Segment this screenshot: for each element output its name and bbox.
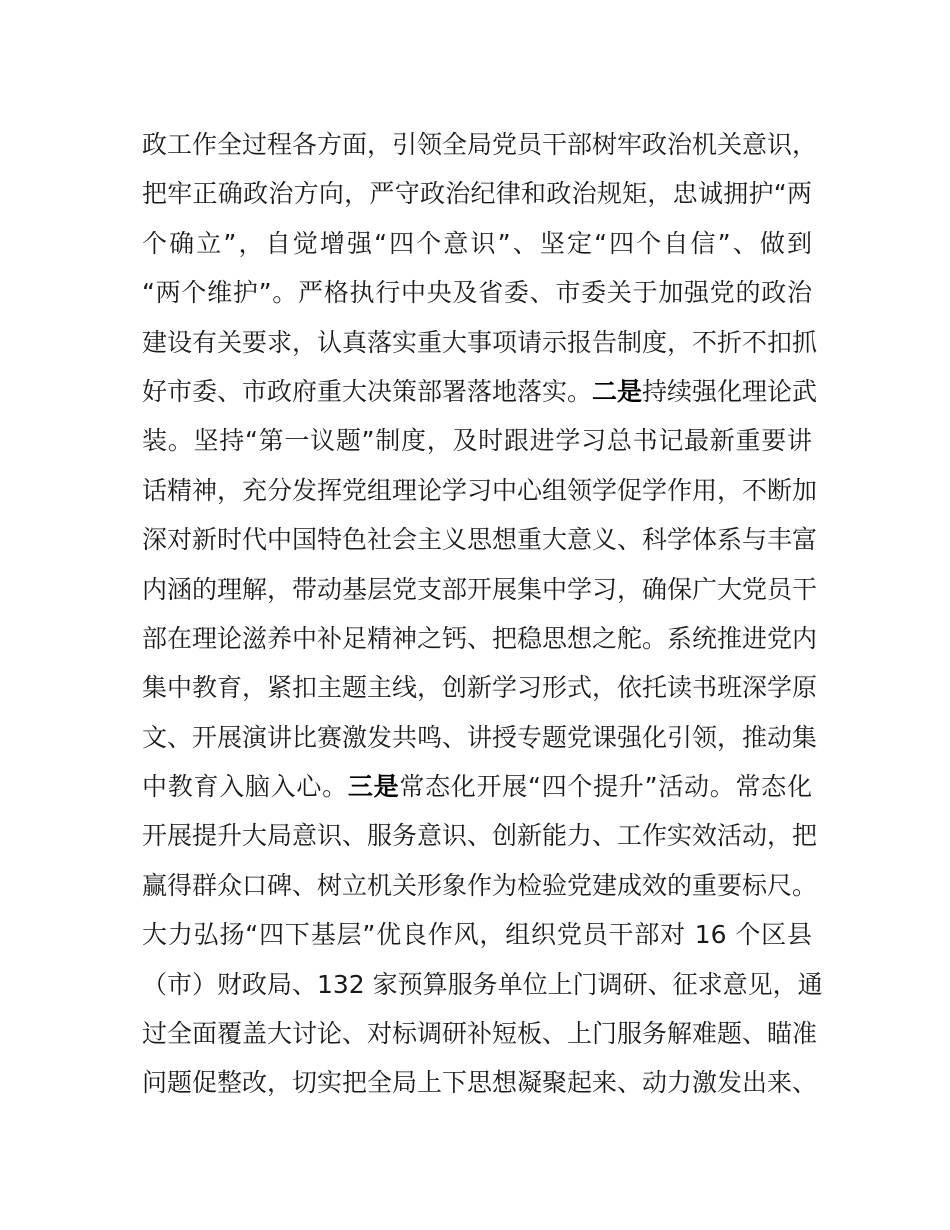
text-line [142,966,823,1015]
text-segment: 中教育入脑入心。 [142,772,348,802]
text-segment: 问题促整改，切实把全局上下思想凝聚起来、动力激发出来、 [142,1068,818,1098]
text-segment: 过全面覆盖大讨论、对标调研补短板、上门服务解难题、瞄准 [142,1019,818,1049]
text-segment: 政工作全过程各方面，引领全局党员干部树牢政治机关意识， [142,130,818,159]
text-segment: 个确立”，自觉增强“四个意识”、坚定“四个自信”、做到 [142,228,812,258]
text-segment: 持续强化理论武 [642,376,818,406]
text-line [142,1064,818,1113]
text-segment: 好市委、市政府重大决策部署落地落实。 [142,376,593,406]
text-segment: 建设有关要求，认真落实重大事项请示报告制度，不折不扣抓 [142,327,818,357]
text-segment: 内涵的理解，带动基层党支部开展集中学习，确保广大党员干 [142,574,818,604]
text-line [142,768,812,817]
text-line [142,324,818,373]
text-line [142,916,812,965]
text-segment: “两个维护”。严格执行中央及省委、市委关于加强党的政治 [142,278,812,308]
text-line [142,669,818,718]
text-segment: 装。坚持“第一议题”制度，及时跟进学习总书记最新重要讲 [142,426,812,456]
text-line [142,472,818,521]
text-line [142,175,812,224]
bold-lead-text: 二是 [592,376,643,406]
text-segment: 常态化开展“四个提升”活动。常态化 [399,772,812,802]
text-line [142,817,818,866]
text-line [142,274,812,323]
text-segment: 部在理论滋养中补足精神之钙、把稳思想之舵。系统推进党内 [142,623,818,653]
document-body [142,126,823,1114]
text-line [142,571,818,620]
text-line [142,373,818,422]
text-line [142,620,818,669]
text-segment: 话精神，充分发挥党组理论学习中心组领学促学作用，不断加 [142,475,818,505]
text-segment: 大力弘扬“四下基层”优良作风，组织党员干部对 16 个区县 [142,920,812,950]
text-line [142,719,818,768]
text-line [142,867,818,916]
text-segment: 把牢正确政治方向，严守政治纪律和政治规矩，忠诚拥护“两 [142,179,812,209]
text-line [142,422,812,471]
text-segment: 集中教育，紧扣主题主线，创新学习形式，依托读书班深学原 [142,673,818,703]
text-segment: 深对新时代中国特色社会主义思想重大意义、科学体系与丰富 [142,525,818,555]
text-segment: 文、开展演讲比赛激发共鸣、讲授专题党课强化引领，推动集 [142,722,818,752]
text-segment: 开展提升大局意识、服务意识、创新能力、工作实效活动，把 [142,821,818,851]
text-line [142,521,818,570]
text-line [142,1015,818,1064]
text-line [142,225,812,274]
text-segment: （市）财政局、132 家预算服务单位上门调研、征求意见，通 [142,969,823,999]
text-segment: 赢得群众口碑、树立机关形象作为检验党建成效的重要标尺。 [142,870,818,900]
text-line [142,126,818,175]
bold-lead-text: 三是 [347,772,400,802]
